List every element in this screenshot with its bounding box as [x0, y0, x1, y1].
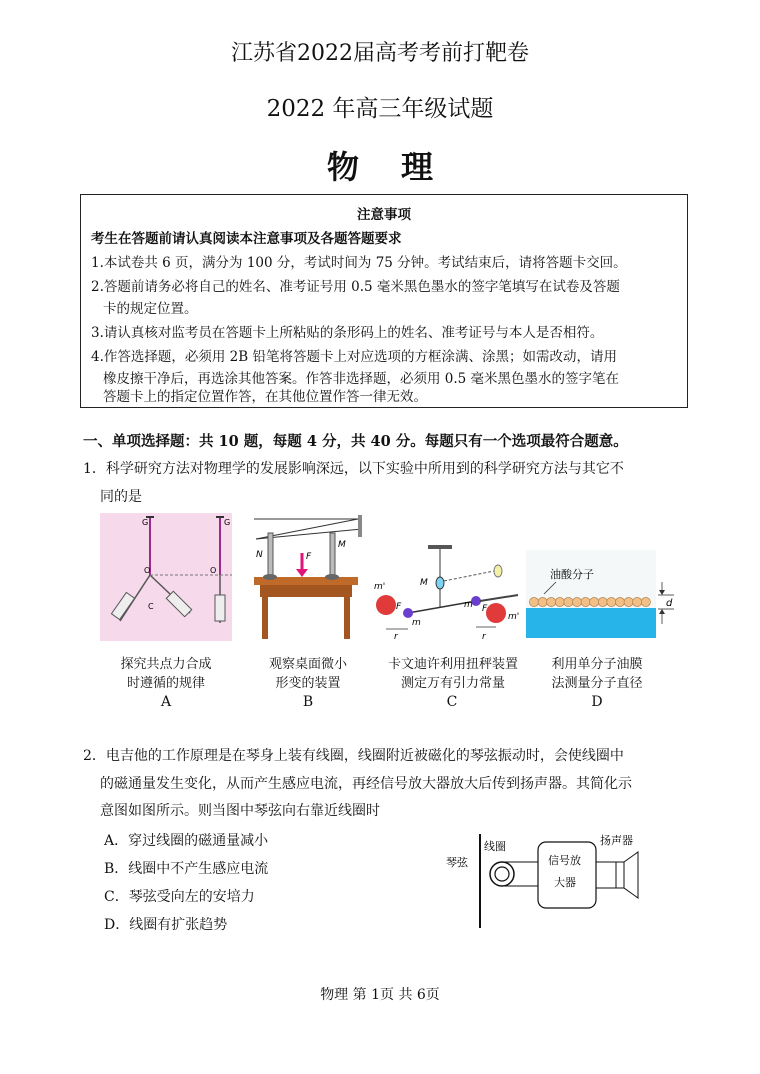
notice-item: 卡的规定位置。	[103, 301, 198, 317]
notice-item: 4.作答选择题，必须用 2B 铅笔将答题卡上对应选项的方框涂满、涂黑；如需改动，请用	[91, 349, 617, 365]
option-letter-a: A	[160, 694, 172, 710]
label-amp-1: 信号放	[548, 854, 581, 867]
caption-c-line2: 测定万有引力常量	[400, 676, 505, 691]
label-coil: 线圈	[484, 840, 506, 853]
label-f2: F	[482, 604, 488, 614]
label-m: M	[338, 540, 346, 550]
notice-title: 注意事项	[357, 207, 411, 223]
q2-option-a: A．穿过线圈的磁通量减小	[104, 833, 269, 849]
caption-d-line2: 法测量分子直径	[551, 676, 643, 691]
label-mirror: M	[420, 578, 428, 588]
label-o1: O	[144, 566, 151, 575]
guitar-pickup-diagram	[446, 830, 656, 930]
q2-stem: 的磁通量发生变化，从而产生感应电流，再经信号放大器放大后传到扬声器。其简化示	[100, 776, 632, 792]
figure-cavendish-torsion	[372, 543, 518, 643]
label-oil-molecule: 油酸分子	[550, 568, 594, 581]
q2-option-b: B．线圈中不产生感应电流	[104, 861, 269, 877]
label-f: F	[306, 552, 312, 562]
page-footer: 物理 第 1页 共 6页	[320, 987, 440, 1003]
figure-table-deformation	[246, 513, 370, 641]
exam-grade-title: 2022 年高三年级试题	[266, 96, 494, 122]
caption-d-line1: 利用单分子油膜	[551, 657, 643, 672]
oil-molecule	[572, 597, 581, 606]
label-r2: r	[482, 632, 486, 642]
q2-stem: 2．电吉他的工作原理是在琴身上装有线圈，线圈附近被磁化的琴弦振动时，会使线圈中	[83, 748, 624, 764]
label-g2: G	[224, 518, 231, 527]
oil-molecule	[598, 597, 607, 606]
option-letter-d: D	[591, 694, 603, 710]
notice-item: 2.答题前请务必将自己的姓名、准考证号用 0.5 毫米黑色墨水的签字笔填写在试卷及答题	[91, 279, 620, 295]
section-title: 一、单项选择题：共 10 题，每题 4 分，共 40 分。每题只有一个选项最符合题意。	[83, 433, 628, 450]
label-m-prime1: m'	[374, 582, 386, 592]
q1-stem: 同的是	[100, 489, 142, 505]
option-letter-b: B	[302, 694, 314, 710]
caption-b	[258, 655, 358, 693]
caption-c	[378, 655, 528, 693]
oil-molecule	[564, 597, 573, 606]
oil-molecule	[538, 597, 547, 606]
label-g1: G	[142, 518, 149, 527]
caption-a-line1: 探究共点力合成	[120, 657, 212, 672]
label-r1: r	[394, 632, 398, 642]
q2-stem: 意图如图所示。则当图中琴弦向右靠近线圈时	[100, 803, 380, 819]
notice-item: 橡皮擦干净后，再选涂其他答案。作答非选择题，必须用 0.5 毫米黑色墨水的签字笔在	[103, 371, 620, 387]
caption-a	[116, 655, 216, 693]
notice-item: 答题卡上的指定位置作答，在其他位置作答一律无效。	[103, 389, 427, 405]
label-string: 琴弦	[446, 856, 468, 869]
label-n: N	[256, 550, 263, 560]
exam-title: 江苏省2022届高考考前打靶卷	[231, 41, 529, 66]
q2-option-d: D．线圈有扩张趋势	[104, 917, 228, 933]
notice-item: 1.本试卷共 6 页，满分为 100 分，考试时间为 75 分钟。考试结束后，请将答题卡交回。	[91, 255, 627, 271]
label-m2: m	[464, 600, 473, 610]
label-m1: m	[412, 618, 421, 628]
caption-d	[542, 655, 652, 693]
q2-option-c: C．琴弦受向左的安培力	[104, 889, 255, 905]
caption-c-line1: 卡文迪许利用扭秤装置	[387, 657, 518, 672]
figure-oil-film	[526, 550, 676, 638]
oil-molecule	[607, 597, 616, 606]
oil-molecule	[615, 597, 624, 606]
q1-stem: 1．科学研究方法对物理学的发展影响深远，以下实验中所用到的科学研究方法与其它不	[83, 461, 624, 477]
oil-molecule	[641, 597, 650, 606]
label-d: d	[666, 598, 673, 609]
notice-box	[80, 194, 688, 408]
oil-molecule	[581, 597, 590, 606]
label-amp-2: 大器	[554, 876, 576, 889]
label-m-prime2: m'	[508, 612, 520, 622]
oil-molecule	[624, 597, 633, 606]
caption-b-line2: 形变的装置	[275, 676, 341, 691]
label-c: C	[148, 602, 154, 611]
option-letter-c: C	[446, 694, 458, 710]
oil-molecule	[633, 597, 642, 606]
caption-a-line2: 时遵循的规律	[126, 676, 205, 691]
notice-subtitle: 考生在答题前请认真阅读本注意事项及各题答题要求	[91, 231, 402, 247]
figure-force-composition	[100, 513, 232, 641]
label-f1: F	[396, 602, 402, 612]
caption-b-line1: 观察桌面微小	[268, 657, 347, 672]
oil-molecule	[555, 597, 564, 606]
oil-molecule	[590, 597, 599, 606]
notice-item: 3.请认真核对监考员在答题卡上所粘贴的条形码上的姓名、准考证号与本人是否相符。	[91, 325, 604, 341]
subject-title: 物理	[326, 148, 475, 186]
label-speaker: 扬声器	[600, 834, 633, 847]
label-o2: O	[210, 566, 217, 575]
oil-molecule	[529, 597, 538, 606]
oil-molecule	[547, 597, 556, 606]
